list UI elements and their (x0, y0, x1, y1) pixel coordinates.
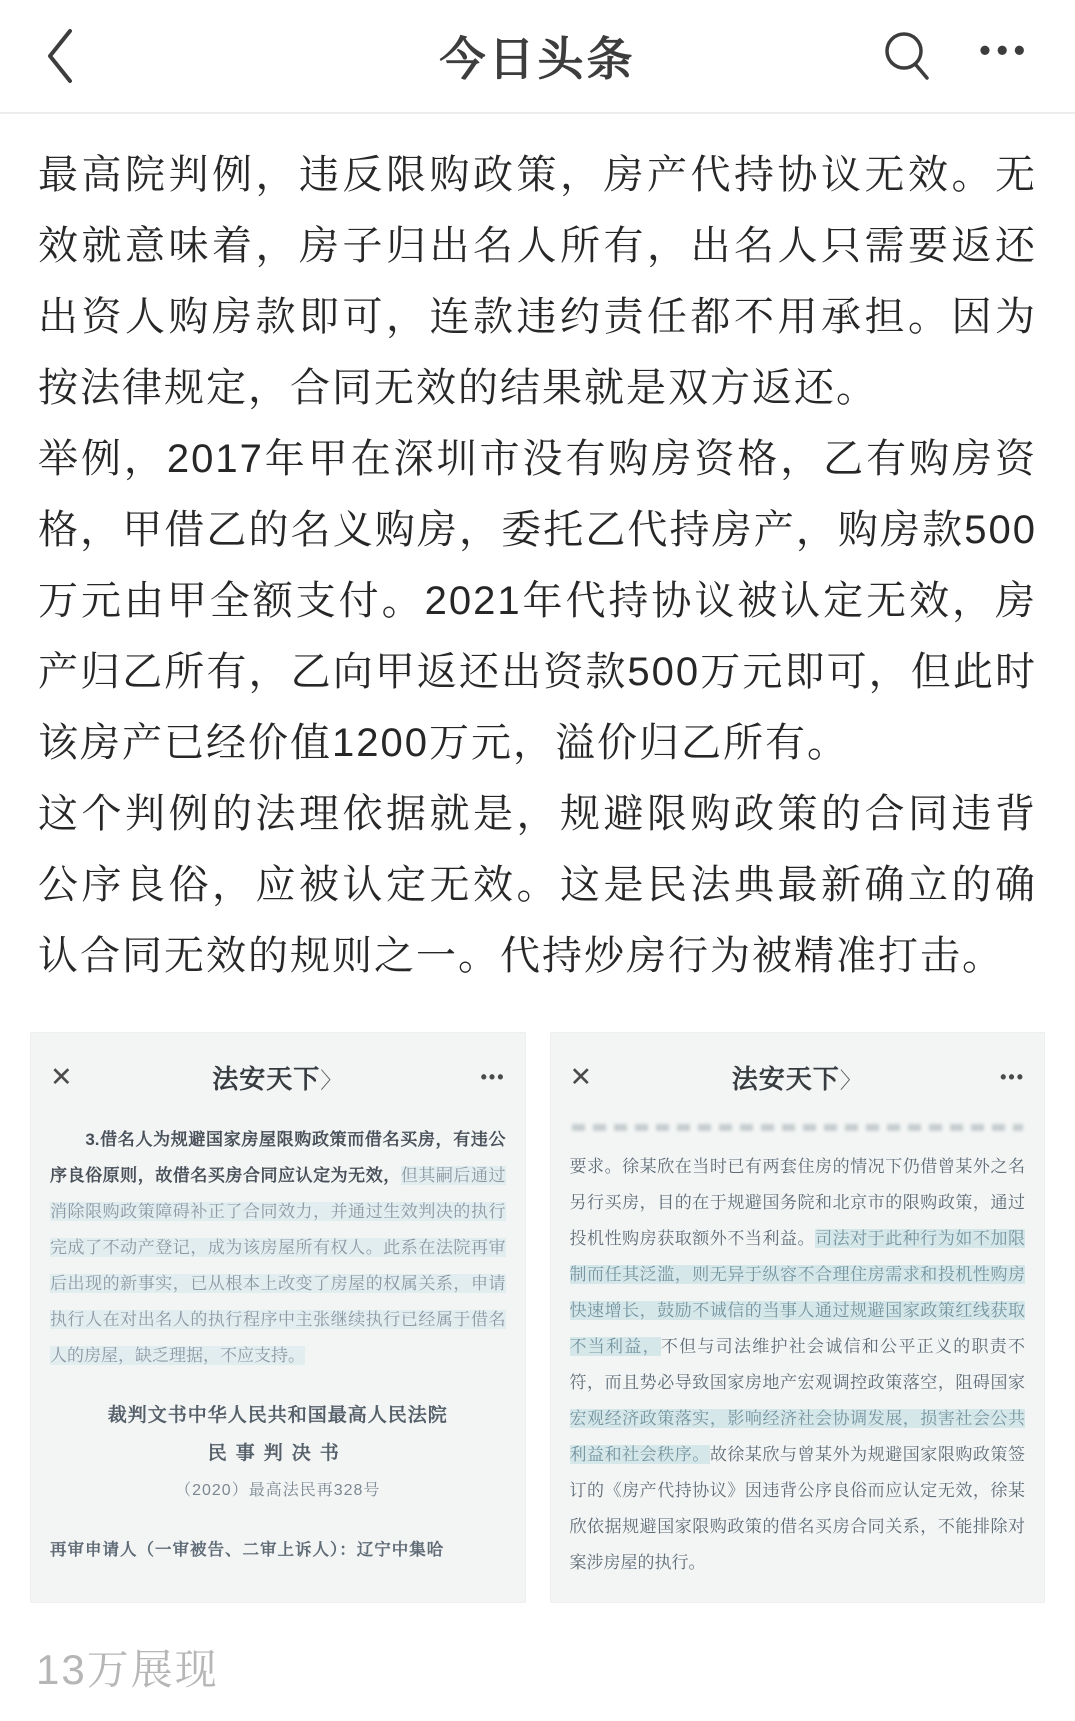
judgment-excerpt (550, 1106, 1046, 1603)
excerpt-indent (50, 1130, 85, 1149)
chevron-right-icon: 〉 (320, 1067, 344, 1093)
source-title (616, 1059, 980, 1096)
doc-number: （2020）最高法民再328号 (175, 1482, 381, 1499)
close-icon: ✕ (50, 1061, 73, 1092)
more-dots-icon: ••• (979, 32, 1031, 68)
doc-party: 再审申请人（一审被告、二审上诉人）：辽宁中集哈 (50, 1541, 445, 1559)
embedded-screenshot-left[interactable] (30, 1032, 526, 1603)
search-icon (879, 28, 935, 84)
article-paragraph-3: 这个判例的法理依据就是，规避限购政策的合同违背公序良俗，应被认定无效。这是民法典最新确立的确认合同无效的规则之一。代持炒房行为被精准打击。 (38, 792, 1037, 978)
page-title: 今日头条 (439, 33, 636, 85)
nav-actions (875, 24, 1031, 88)
source-name: 法安天下 (731, 1063, 840, 1094)
back-button[interactable] (30, 21, 90, 91)
search-button[interactable] (875, 24, 939, 88)
blurred-text-line (572, 1124, 1024, 1131)
more-dots-icon: ••• (1000, 1066, 1025, 1087)
excerpt-segment-1: 要求。徐某欣在当时已有两套住房的情况下仍借曾某外之名另行买房，目的在于规避国务院和北京市的限购政策，通过投机性购房获取额外不当利益。 (569, 1157, 1025, 1248)
excerpt-segment-2: 不但与司法维护社会诚信和公平正义的职责不符，而且势必导致国家房地产宏观调控政策落空，阻碍国家 (569, 1337, 1026, 1392)
embedded-screenshot-right[interactable] (550, 1032, 1046, 1603)
excerpt-segment-3: 故徐某欣与曾某外为规避国家限购政策签订的《房产代持协议》因违背公序良俗而应认定无效，徐某欣依据规避国家限购政策的借名买房合同关系，不能排除对案涉房屋的执行。 (569, 1445, 1026, 1572)
source-name: 法安天下 (212, 1063, 321, 1094)
article-paragraph-2: 举例，2017年甲在深圳市没有购房资格，乙有购房资格，甲借乙的名义购房，委托乙代持房产，购房款500万元由甲全额支付。2021年代持协议被认定无效，房产归乙所有，乙向甲返还出资款500万元即可，但此时该房产已经价值1200万元，溢价归乙所有。 (38, 437, 1037, 765)
screenshot-header (550, 1032, 1046, 1106)
excerpt-highlight-segment-1: 司法对于此种行为如不加限制而任其泛滥，则无异于纵容不合理住房需求和投机性购房快速增长，鼓励不诚信的当事人通过规避国家政策红线获取不当利益， (569, 1229, 1026, 1356)
chevron-right-icon: 〉 (839, 1067, 863, 1093)
source-title (96, 1059, 460, 1096)
doc-title: 裁判文书中华人民共和国最高人民法院 (107, 1405, 448, 1426)
nav-bar (0, 0, 1075, 112)
doc-type: 民事判决书 (207, 1443, 348, 1464)
screenshot-header (30, 1032, 526, 1106)
excerpt-light-segment: 但其嗣后通过消除限购政策障碍补正了合同效力，并通过生效判决的执行完成了不动产登记，成为该房屋所有权人。此系在法院再审后出现的新事实，已从根本上改变了房屋的权属关系，申请执行人在对出名人的执行程序中主张继续执行已经属于借名人的房屋，缺乏理据，不应支持。 (50, 1166, 506, 1365)
article-body (0, 114, 1075, 992)
more-dots-icon: ••• (480, 1066, 506, 1087)
more-button[interactable] (979, 34, 1031, 78)
judgment-doc-block (50, 1398, 506, 1508)
article-paragraph-1: 最高院判例，违反限购政策，房产代持协议无效。无效就意味着，房子归出名人所有，出名人只需要返还出资人购房款即可，连款违约责任都不用承担。因为按法律规定，合同无效的结果就是双方返还。 (38, 153, 1037, 410)
impressions-count: 13万展现 (36, 1646, 219, 1693)
excerpt-bold-segment: 3.借名人为规避国家房屋限购政策而借名买房，有违公序良俗原则，故借名买房合同应认定为无效， (50, 1130, 506, 1185)
embedded-images-row (0, 992, 1075, 1603)
close-icon: ✕ (569, 1061, 593, 1092)
back-chevron-icon (44, 27, 76, 85)
judgment-excerpt (30, 1106, 526, 1590)
excerpt-highlight-segment-2: 宏观经济政策落实，影响经济社会协调发展，损害社会公共利益和社会秩序。 (569, 1409, 1025, 1464)
